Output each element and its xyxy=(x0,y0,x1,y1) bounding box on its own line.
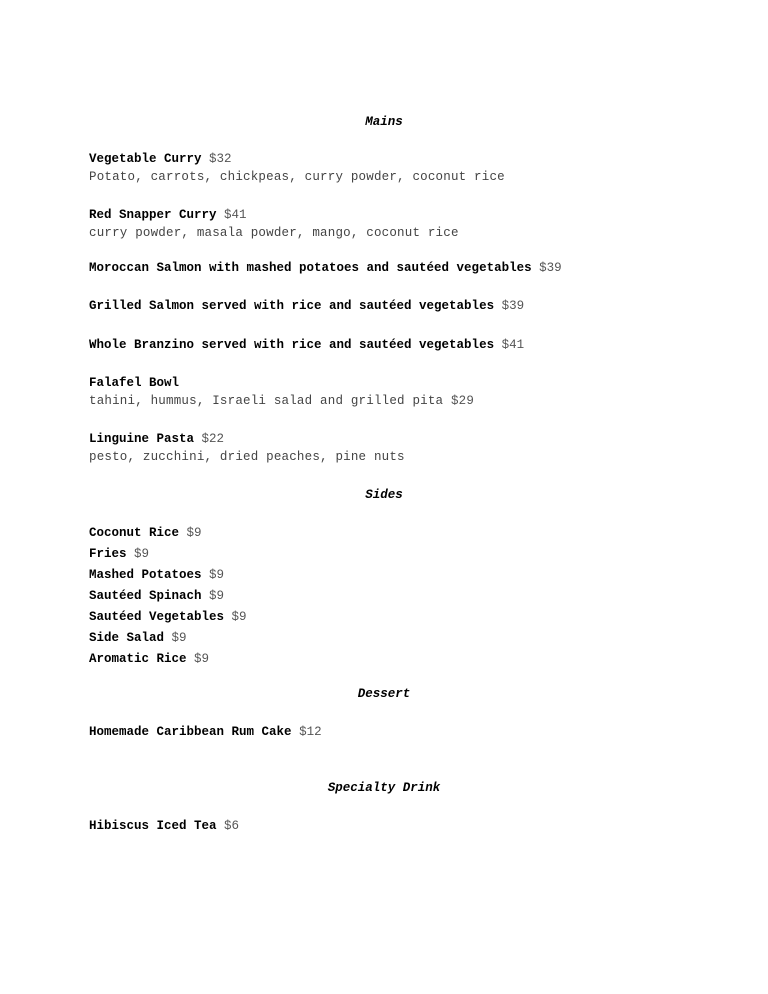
item-name: Falafel Bowl xyxy=(89,376,180,390)
item-name: Whole Branzino served with rice and sautéed vegetables xyxy=(89,338,495,352)
item-price: $41 xyxy=(224,208,247,222)
section-title-mains: Mains xyxy=(365,115,403,129)
item-price: $9 xyxy=(134,547,150,561)
side-item xyxy=(89,589,224,603)
side-item xyxy=(89,568,224,582)
item-name: Sautéed Vegetables xyxy=(89,610,225,624)
section-title-drink: Specialty Drink xyxy=(327,781,441,795)
item-price: $29 xyxy=(450,394,475,408)
item-description: tahini, hummus, Israeli salad and grilled pita xyxy=(89,394,444,408)
item-name: Side Salad xyxy=(89,631,165,645)
item-description: Potato, carrots, chickpeas, curry powder, coconut rice xyxy=(89,170,505,184)
item-name: Moroccan Salmon with mashed potatoes and sautéed vegetables xyxy=(89,261,532,275)
item-name: Linguine Pasta xyxy=(89,432,195,446)
item-name: Mashed Potatoes xyxy=(89,568,202,582)
side-item xyxy=(89,547,149,561)
menu-item-name-line xyxy=(89,376,179,390)
item-price: $22 xyxy=(201,432,225,446)
side-item xyxy=(89,631,187,645)
item-price: $9 xyxy=(186,526,202,540)
item-name: Sautéed Spinach xyxy=(89,589,202,603)
item-name: Grilled Salmon served with rice and sautéed vegetables xyxy=(89,299,495,313)
item-price: $12 xyxy=(299,725,322,739)
section-title-sides: Sides xyxy=(365,488,403,502)
item-price: $9 xyxy=(209,589,225,603)
item-price: $32 xyxy=(209,152,232,166)
item-price: $41 xyxy=(501,338,525,352)
item-name: Hibiscus Iced Tea xyxy=(89,819,217,833)
item-name: Vegetable Curry xyxy=(89,152,202,166)
item-description: curry powder, masala powder, mango, coconut rice xyxy=(89,226,459,240)
menu-item-name-line xyxy=(89,208,247,222)
item-price: $9 xyxy=(209,568,225,582)
item-name: Red Snapper Curry xyxy=(89,208,217,222)
item-name: Fries xyxy=(89,547,127,561)
item-price: $39 xyxy=(501,299,525,313)
side-item xyxy=(89,610,247,624)
dessert-item xyxy=(89,725,322,739)
side-item xyxy=(89,526,202,540)
item-name: Aromatic Rice xyxy=(89,652,187,666)
section-title-dessert: Dessert xyxy=(357,687,411,701)
item-price: $9 xyxy=(231,610,247,624)
menu-item-name-line xyxy=(89,338,524,352)
item-price: $6 xyxy=(224,819,240,833)
menu-item-name-line xyxy=(89,261,562,275)
item-description-line xyxy=(89,394,474,408)
item-name: Coconut Rice xyxy=(89,526,180,540)
item-price: $9 xyxy=(171,631,187,645)
menu-item-name-line xyxy=(89,152,232,166)
side-item xyxy=(89,652,209,666)
item-price: $9 xyxy=(194,652,210,666)
item-name: Homemade Caribbean Rum Cake xyxy=(89,725,292,739)
item-price: $39 xyxy=(539,261,562,275)
item-description: pesto, zucchini, dried peaches, pine nuts xyxy=(89,450,405,464)
menu-item-name-line xyxy=(89,432,224,446)
drink-item xyxy=(89,819,239,833)
menu-item-name-line xyxy=(89,299,524,313)
